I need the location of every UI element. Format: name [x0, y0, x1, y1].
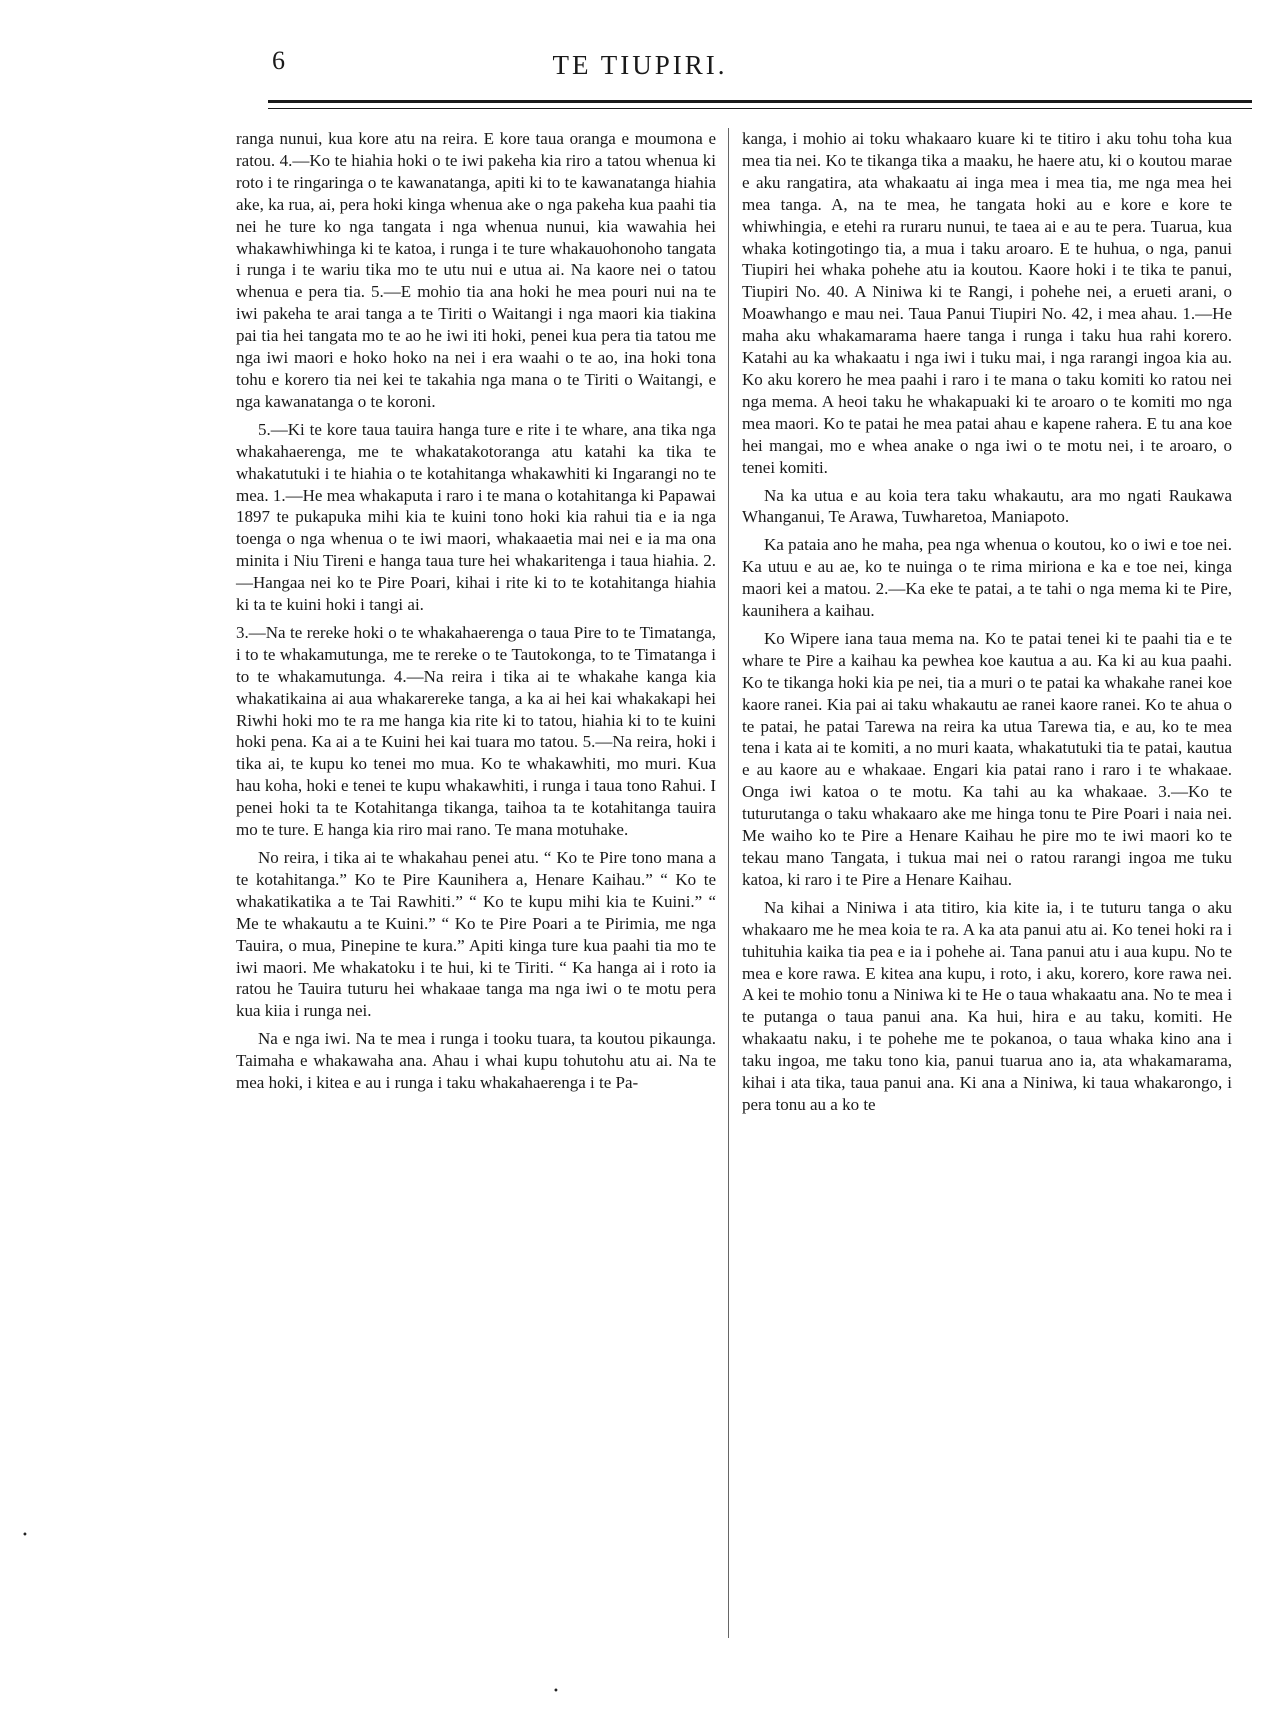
print-speck: •	[22, 1530, 28, 1541]
right-paragraph: Ko Wipere iana taua mema na. Ko te patai tenei ki te paahi tia e te whare te Pire a kaihau ka pewhea koe kautua a au. Ka ki au kua paahi. Ko te tikanga hoki kia pe nei, tia a muri o te patai ka whakahe ranei koe kaore ranei. Kia pai ai taku whakautu ae ranei kaore ranei. Ko te ahua o te patai, he patai Tarewa na reira ka utua Tarewa tia, e au, ko te mea tena i kata ai te komiti, a no muri kaata, whakatutuki tia te patai, kautua e au kaore au e whakaae. Engari kia patai rano i raro i te whakaae. Onga iwi katoa o te motu. Ka tahi au ka whakaae. 3.—Ko te tuturutanga o taku whakaaro ake me hinga tonu te Pire Poari i naia nei. Me waiho ko te Pire a Henare Kaihau he pire mo te iwi maori ko te tekau mano Tangata, i tukua mai nei o ratou rarangi ingoa me tuku katoa, ki raro i te Pire a Henare Kaihau.	[742, 628, 1232, 889]
right-paragraph: Ka pataia ano he maha, pea nga whenua o koutou, ko o iwi e toe nei. Ka utuu e au ae, ko te nuinga o te rima miriona e ka e toe nei, kinga maori kei a matou. 2.—Ka eke te patai, a te tahi o nga mema ki te Pire, kaunihera a kaihau.	[742, 535, 1232, 621]
right-paragraph: kanga, i mohio ai toku whakaaro kuare ki te titiro i aku tohu toha kua mea tia nei. Ko te tikanga tika a maaku, he haere atu, ki o koutou marae e aku rangatira, ata whakaatu ai inga mea i mea tia, me nga mea hei mea tanga. A, na te mea, he tangata hoki au e kore e kore te whiwhingia, e etehi ra ruraru nunui, te taea ai e au te pera. Tuarua, kua whaka kotingotingo tia, a mua i taku aroaro. E te huhua, o nga, panui Tiupiri hei whaka pohehe atu ia koutou. Kaore hoki i te tika te panui, Tiupiri No. 40. A Niniwa ki te Rangi, i pohehe nei, a erueti arani, o Moawhango e mau nei. Taua Panui Tiupiri No. 42, i mea ahau. 1.—He maha aku whakamarama haere tanga i runga i taku hua rahi korero. Katahi au ka whakaatu i nga iwi i tuku mai, i nga rarangi ingoa kia au. Ko aku korero he mea paahi i raro i te mana o taku komiti ko ratou nei nga mema. A heoi taku he whakapuaki ki te aroaro o te komiti mo nga mea maori. Ko te patai he mea patai ahau e kapene rahera. E tu ana koe hei mangai, mo e whea anake o nga iwi o te motu nei, i te aroaro, o tenei komiti.	[742, 129, 1232, 477]
header-rule-thick	[268, 100, 1252, 103]
right-paragraph: Na ka utua e au koia tera taku whakautu, ara mo ngati Raukawa Whanganui, Te Arawa, Tuwharetoa, Maniapoto.	[742, 485, 1232, 527]
left-column	[236, 128, 716, 1100]
left-paragraph: No reira, i tika ai te whakahau penei atu. “ Ko te Pire tono mana a te kotahitanga.” Ko te Pire Kaunihera a, Henare Kaihau.” “ Ko te whakatikatika a te Tai Rawhiti.” “ Ko te kupu mihi kia te Kuini.” “ Me te whakautu a te Kuini.” “ Ko te Pire Poari a te Pirimia, me nga Tauira, o mua, Pinepine te kura.” Apiti kinga ture kua paahi tia mo te iwi maori. Me whakatoku i te hui, ki te Tiriti. “ Ka hanga ai i roto ia ratou he Tauira tuturu hei whakaae tanga ma nga iwi o te motu pera kua kiia i runga nei.	[236, 848, 716, 1021]
column-divider	[728, 128, 729, 1638]
print-speck: •	[553, 1686, 559, 1697]
left-paragraph: ranga nunui, kua kore atu na reira. E kore taua oranga e moumona e ratou. 4.—Ko te hiahia hoki o te iwi pakeha kia riro a tatou whenua ki roto i te ringaringa o te kawanatanga, apiti ki to te kawanatanga hiahia ake, ka rua, ai, pera hoki kinga whenua ake o nga pakeha kua paahi tia nei he ture ko nga tangata i nga whenua nunui, kia wawahia hei whakawhiwhinga ki te katoa, i runga i te ture whakauohonoho tangata i runga i te wariu tika mo te utu nui e utua ai. Na kaore nei o tatou whenua e pera tia. 5.—E mohio tia ana hoki he mea pouri nui na te iwi pakeha te arai tanga a te Tiriti o Waitangi i nga maori kia tiakina pai tia hei tangata mo te ao he iwi iti hoki, penei kua pera tia tatou me nga iwi maori e hoko hoko na nei i era waahi o te ao, ina hoki tona tohu e korero tia nei kei te takahia nga mana o te Tiriti o Waitangi, e nga kawanatanga o te koroni.	[236, 129, 716, 411]
header-rule-thin	[268, 108, 1252, 109]
left-paragraph: Na e nga iwi. Na te mea i runga i tooku tuara, ta koutou pikaunga. Taimaha e whakawaha ana. Ahau i whai kupu tohutohu atu ai. Na te mea hoki, i kitea e au i runga i taku whakahaerenga i te Pa-	[236, 1029, 716, 1093]
left-paragraph: 3.—Na te rereke hoki o te whakahaerenga o taua Pire to te Timatanga, i to te whakamutunga, me te rereke o te Tautokonga, to te Timatanga i to te whakamutunga. 4.—Na reira i tika ai te whakahe kanga kia whakatikaina ai aua whakarereke tanga, a ka ai hei kai whakakapi hei Riwhi hoki mo te ra me hanga kia rite ki to tatou, hiahia ki to te kuini hoki pena. Ka ai a te Kuini hei kai tuara mo tatou. 5.—Na reira, hoki i tika ai, te kupu ko tenei mo mua. Ko te whakawhiti, mo muri. Kua hau koha, hoki e tenei te kupu whakawhiti, i runga i taua tono Rahui. I penei hoki ta te Kotahitanga tikanga, taihoa ta te kotahitanga tauira mo te ture. E hanga kia riro mai rano. Te mana motuhake.	[236, 622, 716, 840]
left-paragraph: 5.—Ki te kore taua tauira hanga ture e rite i te whare, ana tika nga whakahaerenga, me te whakatakotoranga atu katahi ka tika te whakatutuki i te hiahia o te kotahitanga whakawhiti ki Ingarangi no te mea. 1.—He mea whakaputa i raro i te mana o kotahitanga ki Papawai 1897 te pukapuka mihi kia te kuini tono hoki kia rahui tia e ia nga toenga o nga whenua o te iwi maori, whakaaetia mai nei e ia ma ona minita i Niu Tireni e hanga taua ture hei whakaritenga i taua hiahia. 2.—Hangaa nei ko te Pire Poari, kihai i rite ki to te kotahitanga hiahia ki ta te kuini hoki i tangi ai.	[236, 419, 716, 615]
right-column	[742, 128, 1232, 1122]
masthead-title: TE TIUPIRI.	[552, 50, 728, 80]
page-number: 6	[272, 46, 286, 75]
right-paragraph: Na kihai a Niniwa i ata titiro, kia kite ia, i te tuturu tanga o aku whakaaro me he mea koia te ra. A ka ata panui atu ai. Ko tenei hoki ra i tuhituhia kaika tia pea e ia i pohehe ai. Tana panui atu i aua kupu. No te mea e kore rawa. E kitea ana kupu, i roto, i aku, korero, kore rawa nei. A kei te mohio tonu a Niniwa ki te He o taua whakaatu ana. No te mea i te putanga o taua panui ana. Ka hui, hira e au taku, komiti. He whakaatu naku, i te pohehe me te pokanoa, o taua whaka kino ana i taku ingoa, me taku tono kia, panui tuarua ano ia, ata whakamarama, kihai i ata tika, taua panui ana. Ki ana a Niniwa, ki taua whakarongo, i pera tonu au a ko te	[742, 897, 1232, 1114]
